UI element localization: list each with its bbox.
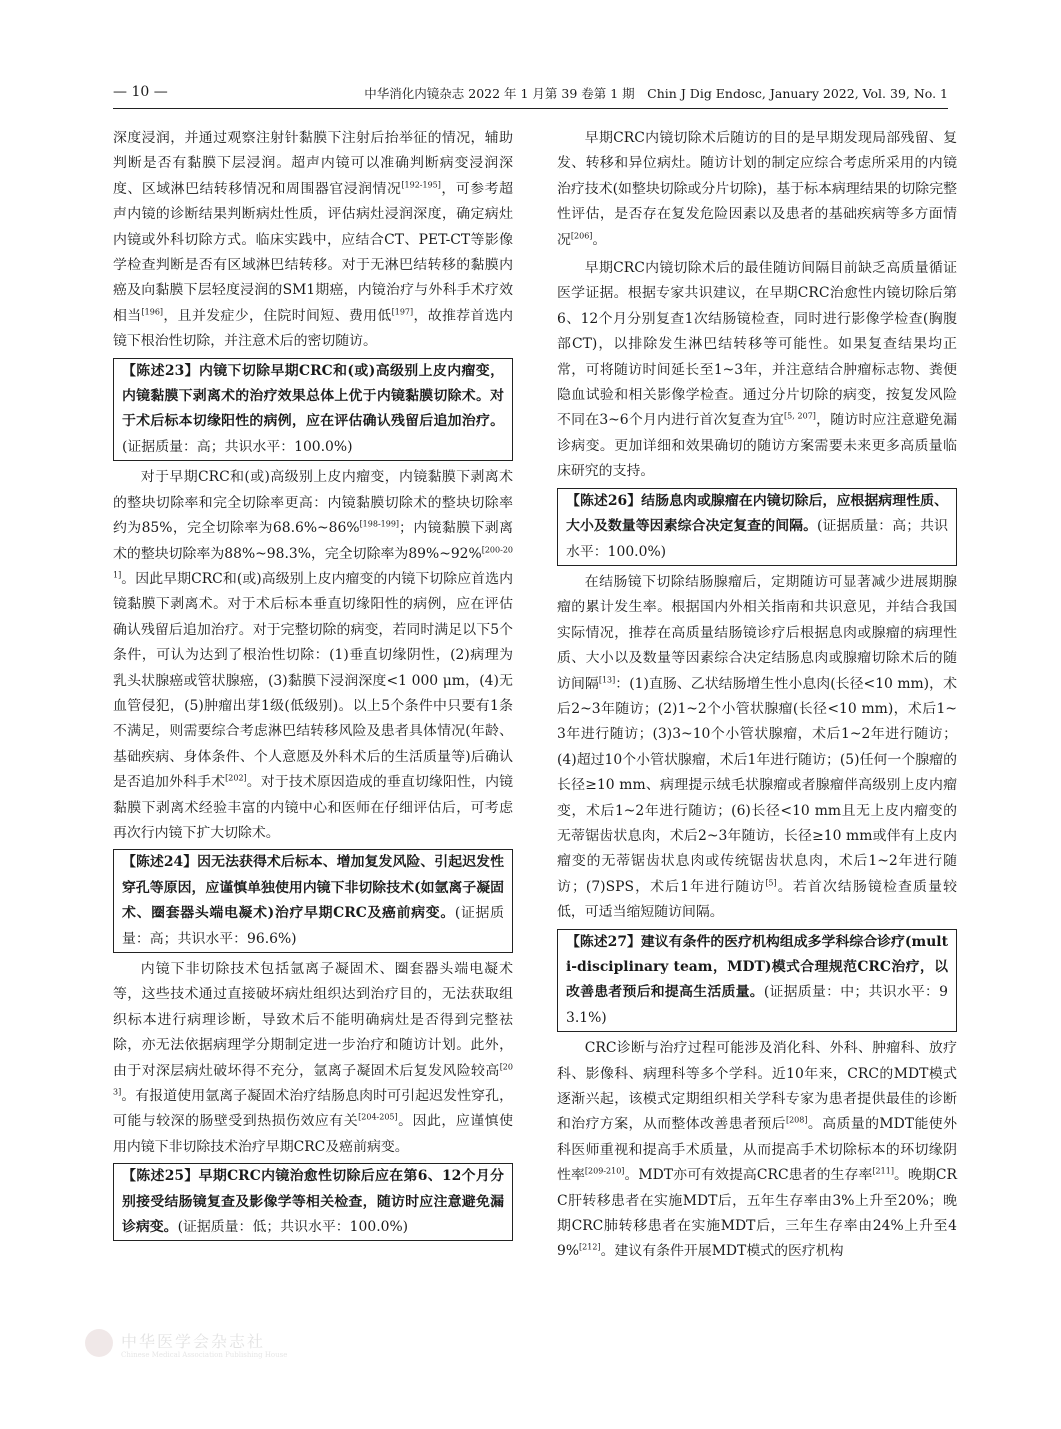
citation: [13] (598, 674, 616, 684)
seal-icon (85, 1329, 113, 1357)
citation: [5, 207] (784, 411, 816, 421)
statement-box-27 (557, 929, 957, 1033)
statement-box-24 (113, 849, 513, 953)
citation: [206] (570, 231, 593, 240)
statement-box-23 (113, 358, 513, 462)
watermark-title: 中华医学会杂志社 (121, 1332, 266, 1351)
statement-evidence: (证据质量：高；共识水平：100.0%) (122, 438, 353, 455)
citation: [5] (765, 878, 777, 888)
citation: [196] (141, 307, 164, 317)
citation: [198-199] (359, 519, 400, 529)
statement-box-25 (113, 1163, 513, 1241)
left-column (113, 126, 513, 1245)
page-header (113, 84, 948, 106)
paragraph: 内镜下非切除技术包括氩离子凝固术、圈套器头端电凝术等，这些技术通过直接破坏病灶组织达到治疗目的，无法获取组织标本进行病理诊断，导致术后不能明确病灶是否得到完整祛除，亦无法依据病理学分期制定进一步治疗和随访计划。此外，由于对深层病灶破坏得不充分，氩离子凝固术后复发风险较高[203]。有报道使用氩离子凝固术治疗结肠息肉时可引起迟发性穿孔，可能与较深的肠壁受到热损伤效应有关[204-205]。因此，应谨慎使用内镜下非切除技术治疗早期CRC及癌前病变。 (113, 961, 513, 1155)
citation: [212] (579, 1242, 601, 1252)
paragraph: 深度浸润，并通过观察注射针黏膜下注射后抬举征的情况，辅助判断是否有黏膜下层浸润。超声内镜可以准确判断病变浸润深度、区域淋巴结转移情况和周围器官浸润情况[192-195]，可参考超声内镜的诊断结果判断病灶性质，评估病灶浸润深度，确定病灶内镜或外科切除方式。临床实践中，应结合CT、PET-CT等影像学检查判断是否有区域淋巴结转移。对于无淋巴结转移的黏膜内癌及向黏膜下层轻度浸润的SM1期癌，内镜治疗与外科手术疗效相当[196]，且并发症少，住院时间短、费用低[197]，故推荐首选内镜下根治性切除，并注意术后的密切随访。 (113, 130, 513, 350)
citation: [204-205] (358, 1112, 398, 1122)
statement-text: 【陈述25】早期CRC内镜治愈性切除后应在第6、12个月分别接受结肠镜复查及影像学等相关检查，随访时应注意避免漏诊病变。 (122, 1168, 504, 1236)
citation: [208] (785, 1115, 808, 1125)
publisher-watermark (85, 1325, 385, 1365)
watermark-subtitle: Chinese Medical Association Publishing House (121, 1351, 288, 1359)
journal-citation: 中华消化内镜杂志 2022 年 1 月第 39 卷第 1 期 Chin J Dig Endosc, January 2022, Vol. 39, No. 1 (364, 86, 948, 101)
citation: [202] (225, 773, 247, 783)
statement-text: 【陈述27】建议有条件的医疗机构组成多学科综合诊疗(multi-disciplinary team，MDT)模式合理规范CRC治疗，以改善患者预后和提高生活质量。 (566, 933, 948, 1001)
citation: [209-210] (584, 1166, 625, 1176)
statement-evidence: (证据质量：低；共识水平：100.0%) (177, 1219, 409, 1236)
right-column (557, 126, 957, 1268)
page-number: — 10 — (113, 84, 168, 100)
statement-box-26 (557, 488, 957, 566)
paragraph: 对于早期CRC和(或)高级别上皮内瘤变，内镜黏膜下剥离术的整块切除率和完全切除率更高：内镜黏膜切除术的整块切除率约为85%，完全切除率为68.6%~86%[198-199]；内镜黏膜下剥离术的整块切除率为88%~98.3%，完全切除率为89%~92%[200-201]。因此早期CRC和(或)高级别上皮内瘤变的内镜下切除应首选内镜黏膜下剥离术。对于术后标本垂直切缘阳性的病例，应在评估确认残留后追加治疗。对于完整切除的病变，若同时满足以下5个条件，可认为达到了根治性切除：(1)垂直切缘阴性，(2)病理为乳头状腺癌或管状腺癌，(3)黏膜下浸润深度<1 000 μm，(4)无血管侵犯，(5)肿瘤出芽1级(低级别)。以上5个条件中只要有1条不满足，则需要综合考虑淋巴结转移风险及患者具体情况(年龄、基础疾病、身体条件、个人意愿及外科术后的生活质量等)后确认是否追加外科手术[202]。对于技术原因造成的垂直切缘阳性，内镜黏膜下剥离术经验丰富的内镜中心和医师在仔细评估后，可考虑再次行内镜下扩大切除术。 (113, 469, 513, 841)
citation: [203] (113, 1062, 513, 1097)
citation: [211] (872, 1166, 894, 1176)
paragraph: CRC诊断与治疗过程可能涉及消化科、外科、肿瘤科、放疗科、影像科、病理科等多个学科。近10年来，CRC的MDT模式逐渐兴起，该模式定期组织相关学科专家为患者提供最佳的诊断和治疗方案，从而整体改善患者预后[208]。高质量的MDT能使外科医师重视和提高手术质量，从而提高手术切除标本的环切缘阴性率[209-210]。MDT亦可有效提高CRC患者的生存率[211]。晚期CRC肝转移患者在实施MDT后，五年生存率由3%上升至20%；晚期CRC肺转移患者在实施MDT后，三年生存率由24%上升至49%[212]。建议有条件开展MDT模式的医疗机构 (557, 1040, 957, 1260)
statement-text: 【陈述26】结肠息肉或腺瘤在内镜切除后，应根据病理性质、大小及数量等因素综合决定复查的间隔。 (566, 492, 948, 535)
paragraph: 早期CRC内镜切除术后随访的目的是早期发现局部残留、复发、转移和异位病灶。随访计划的制定应综合考虑所采用的内镜治疗技术(如整块切除或分片切除)，基于标本病理结果的切除完整性评估，是否存在复发危险因素以及患者的基础疾病等多方面情况[206]。 (557, 130, 957, 248)
paragraph: 在结肠镜下切除结肠腺瘤后，定期随访可显著减少进展期腺瘤的累计发生率。根据国内外相关指南和共识意见，并结合我国实际情况，推荐在高质量结肠镜诊疗后根据息肉或腺瘤的病理性质、大小以及数量等因素综合决定结肠息肉或腺瘤切除术后的随访间隔[13]：(1)直肠、乙状结肠增生性小息肉(长径<10 mm)，术后2~3年随访；(2)1~2个小管状腺瘤(长径<10 mm)，术后1~3年进行随访；(3)3~10个小管状腺瘤，术后1~2年进行随访；(4)超过10个小管状腺瘤，术后1年进行随访；(5)任何一个腺瘤的长径≥10 mm、病理提示绒毛状腺瘤或者腺瘤伴高级别上皮内瘤变，术后1~2年进行随访；(6)长径<10 mm且无上皮内瘤变的无蒂锯齿状息肉，术后2~3年随访，长径≥10 mm或伴有上皮内瘤变的无蒂锯齿状息肉或传统锯齿状息肉，术后1~2年进行随访；(7)SPS，术后1年进行随访[5]。若首次结肠镜检查质量较低，可适当缩短随访间隔。 (557, 573, 957, 921)
statement-evidence: (证据质量：高；共识水平：100.0%) (566, 518, 948, 560)
citation: [197] (391, 307, 414, 317)
statement-evidence: (证据质量：高；共识水平：96.6%) (122, 905, 505, 947)
paragraph: 早期CRC内镜切除术后的最佳随访间隔目前缺乏高质量循证医学证据。根据专家共识建议，在早期CRC治愈性内镜切除后第6、12个月分别复查1次结肠镜检查，同时进行影像学检查(胸腹部CT)，以排除发生淋巴结转移等可能性。如果复查结果均正常，可将随访时间延长至1~3年，并注意结合肿瘤标志物、粪便隐血试验和相关影像学检查。通过分片切除的病变，按复发风险不同在3~6个月内进行首次复查为宜[5, 207]，随访时应注意避免漏诊病变。更加详细和效果确切的随访方案需要未来更多高质量临床研究的支持。 (557, 260, 957, 480)
statement-text: 【陈述24】因无法获得术后标本、增加复发风险、引起迟发性穿孔等原因，应谨慎单独使用内镜下非切除技术(如氩离子凝固术、圈套器头端电凝术)治疗早期CRC及癌前病变。 (122, 854, 504, 922)
citation: [192-195] (401, 180, 441, 190)
header-rule (113, 108, 948, 109)
statement-text: 【陈述23】内镜下切除早期CRC和(或)高级别上皮内瘤变，内镜黏膜下剥离术的治疗效果总体上优于内镜黏膜切除术。对于术后标本切缘阳性的病例，应在评估确认残留后追加治疗。 (122, 362, 504, 430)
citation: [200-201] (113, 544, 513, 580)
statement-evidence: (证据质量：中；共识水平：93.1%) (566, 984, 948, 1026)
